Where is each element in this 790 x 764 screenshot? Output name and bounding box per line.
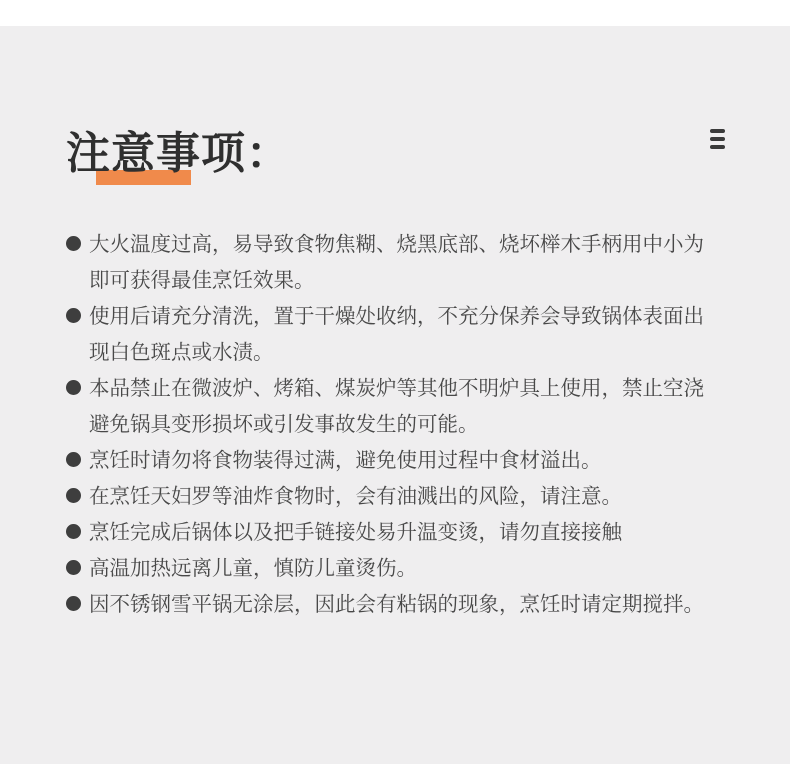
list-item	[64, 550, 704, 586]
bullet-icon	[66, 308, 81, 323]
list-item	[64, 370, 704, 442]
note-text: 因不锈钢雪平锅无涂层，因此会有粘锅的现象，烹饪时请定期搅拌。	[89, 592, 704, 616]
note-text: 本品禁止在微波炉、烤箱、煤炭炉等其他不明炉具上使用，禁止空浇避免锅具变形损坏或引发事故发生的可能。	[89, 376, 704, 436]
notes-list	[64, 226, 704, 622]
note-text: 大火温度过高，易导致食物焦糊、烧黑底部、烧坏榉木手柄用中小为即可获得最佳烹饪效果。	[89, 232, 704, 292]
bullet-icon	[66, 236, 81, 251]
bullet-icon	[66, 560, 81, 575]
note-text: 使用后请充分清洗，置于干燥处收纳，不充分保养会导致锅体表面出现白色斑点或水渍。	[89, 304, 704, 364]
bullet-icon	[66, 380, 81, 395]
note-text: 在烹饪天妇罗等油炸食物时，会有油溅出的风险，请注意。	[89, 484, 622, 508]
bullet-icon	[66, 524, 81, 539]
note-text: 烹饪完成后锅体以及把手链接处易升温变烫，请勿直接接触	[89, 520, 622, 544]
list-item	[64, 478, 704, 514]
list-item	[64, 298, 704, 370]
bullet-icon	[66, 488, 81, 503]
title-area	[66, 126, 291, 186]
menu-icon[interactable]	[710, 129, 726, 151]
bullet-icon	[66, 596, 81, 611]
list-item	[64, 514, 704, 550]
page-title: 注意事项：	[66, 128, 291, 179]
list-item	[64, 226, 704, 298]
list-item	[64, 586, 704, 622]
list-item	[64, 442, 704, 478]
bullet-icon	[66, 452, 81, 467]
content-panel	[0, 26, 790, 764]
note-text: 高温加热远离儿童，慎防儿童烫伤。	[89, 556, 417, 580]
note-text: 烹饪时请勿将食物装得过满，避免使用过程中食材溢出。	[89, 448, 602, 472]
